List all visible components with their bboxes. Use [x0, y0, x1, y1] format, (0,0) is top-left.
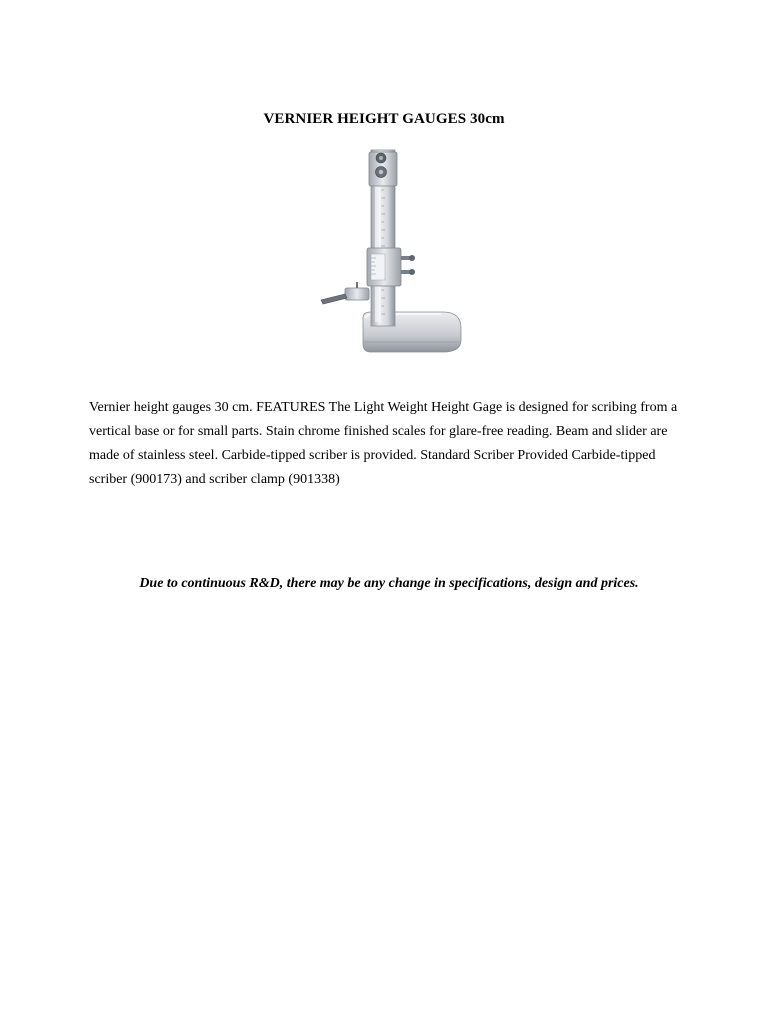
page-title: VERNIER HEIGHT GAUGES 30cm	[263, 111, 505, 127]
height-gauge-image	[315, 142, 467, 360]
disclaimer-note: Due to continuous R&D, there may be any change in specifications, design and prices.	[139, 576, 639, 591]
fine-adjust-block	[369, 152, 397, 186]
scriber-clamp	[321, 282, 369, 304]
vernier-slider	[367, 248, 415, 286]
product-description: Vernier height gauges 30 cm. FEATURES The Light Weight Height Gage is designed for scribing from a vertical base or for small parts. Stain chrome finished scales for glare-free reading. Beam and slider are made of stainless steel. Carbide-tipped scriber is provided. Standard Scriber Provided Carbide-tipped scriber (900173) and scriber clamp (901338)	[89, 400, 678, 487]
